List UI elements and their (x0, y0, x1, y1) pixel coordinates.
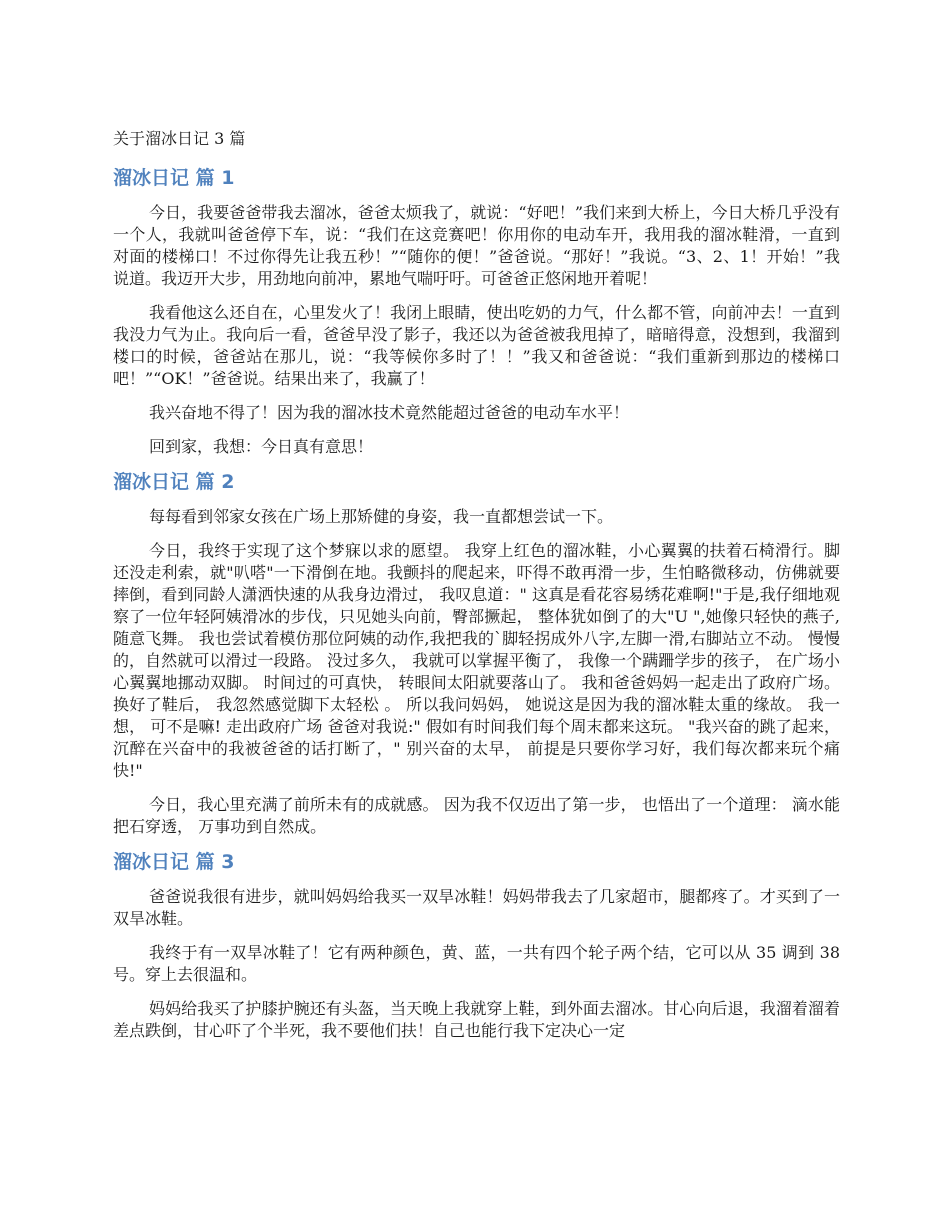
paragraph: 今日，我终于实现了这个梦寐以求的愿望。 我穿上红色的溜冰鞋，小心翼翼的扶着石椅滑行。脚还没走利索，就"叭嗒"一下滑倒在地。我颤抖的爬起来，吓得不敢再滑一步，生怕略微移动，仿佛就要摔倒，看到同龄人潇洒快速的从我身边滑过， 我叹息道：" 这真是看花容易绣花难啊!"于是,我仔细地观察了一位年轻阿姨滑冰的步伐，只见她头向前，臀部撅起， 整体犹如倒了的大"U ",她像只轻快的燕子,随意飞舞。 我也尝试着模仿那位阿姨的动作,我把我的`脚轻拐成外八字,左脚一滑,右脚站立不动。 慢慢的，自然就可以滑过一段路。 没过多久， 我就可以掌握平衡了， 我像一个蹒跚学步的孩子， 在广场小心翼翼地挪动双脚。 时间过的可真快， 转眼间太阳就要落山了。 我和爸爸妈妈一起走出了政府广场。 换好了鞋后， 我忽然感觉脚下太轻松 。 所以我问妈妈， 她说这是因为我的溜冰鞋太重的缘故。 我一想， 可不是嘛! 走出政府广场 爸爸对我说:" 假如有时间我们每个周末都来这玩。 "我兴奋的跳了起来， 沉醉在兴奋中的我被爸爸的话打断了，" 别兴奋的太早， 前提是只要你学习好，我们每次都来玩个痛快!" (113, 541, 840, 780)
document-page (113, 128, 840, 1054)
paragraph: 每每看到邻家女孩在广场上那矫健的身姿，我一直都想尝试一下。 (149, 507, 614, 526)
document-title: 关于溜冰日记 3 篇 (113, 129, 246, 148)
paragraph: 妈妈给我买了护膝护腕还有头盔，当天晚上我就穿上鞋，到外面去溜冰。甘心向后退，我溜着溜着差点跌倒，甘心吓了个半死，我不要他们扶！自己也能行我下定决心一定 (113, 999, 840, 1040)
paragraph: 我看他这么还自在，心里发火了！我闭上眼睛，使出吃奶的力气，什么都不管，向前冲去！一直到我没力气为止。我向后一看，爸爸早没了影子，我还以为爸爸被我甩掉了，暗暗得意，没想到，我溜到楼口的时候，爸爸站在那儿，说：“我等候你多时了！！”我又和爸爸说：“我们重新到那边的楼梯口吧！”“OK！”爸爸说。结果出来了，我赢了！ (113, 303, 840, 388)
paragraph: 爸爸说我很有进步，就叫妈妈给我买一双旱冰鞋！妈妈带我去了几家超市，腿都疼了。才买到了一双旱冰鞋。 (113, 887, 840, 928)
paragraph: 我终于有一双旱冰鞋了！它有两种颜色，黄、蓝，一共有四个轮子两个结，它可以从 35 调到 38 号。穿上去很温和。 (113, 943, 840, 984)
paragraph: 今日，我心里充满了前所未有的成就感。 因为我不仅迈出了第一步， 也悟出了一个道理： 滴水能把石穿透， 万事功到自然成。 (113, 795, 840, 836)
section-heading: 溜冰日记 篇 3 (113, 851, 235, 873)
section-heading: 溜冰日记 篇 1 (113, 167, 235, 189)
paragraph: 回到家，我想：今日真有意思！ (149, 437, 374, 456)
section-3 (113, 850, 840, 1042)
section-2 (113, 470, 840, 838)
paragraph: 今日，我要爸爸带我去溜冰，爸爸太烦我了，就说：“好吧！”我们来到大桥上，今日大桥几乎没有一个人，我就叫爸爸停下车，说：“我们在这竞赛吧！你用你的电动车开，我用我的溜冰鞋滑，一直到对面的楼梯口！不过你得先让我五秒！”“随你的便！”爸爸说。“那好！”我说。“3、2、1！开始！”我说道。我迈开大步，用劲地向前冲，累地气喘吁吁。可爸爸正悠闲地开着呢！ (113, 203, 840, 288)
section-1 (113, 166, 840, 458)
paragraph: 我兴奋地不得了！因为我的溜冰技术竟然能超过爸爸的电动车水平！ (149, 403, 630, 422)
section-heading: 溜冰日记 篇 2 (113, 471, 235, 493)
